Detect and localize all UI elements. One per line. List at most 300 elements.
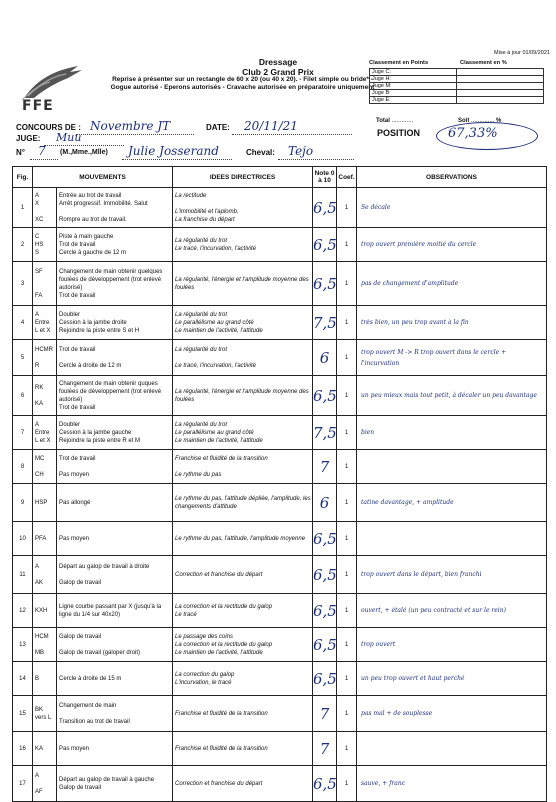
table-row — [13, 696, 547, 732]
coefficient — [337, 416, 357, 450]
coefficient-text: 1 — [344, 429, 349, 436]
observation-handwritten[interactable] — [357, 416, 547, 450]
movement-codes-text: BK vers L — [35, 706, 52, 721]
guiding-ideas-text: La régularité du trot Le tracé, l'incurvation, l'activité — [175, 346, 256, 369]
observation-handwritten[interactable] — [357, 732, 547, 766]
fig-number — [13, 376, 33, 416]
movement-codes — [33, 416, 57, 450]
fig-number-text: 6 — [20, 392, 25, 399]
guiding-ideas-text: La régularité du trot Le parallélisme au grand côté Le maintien de l'activité, l'attitude — [175, 311, 263, 334]
table-row — [13, 522, 547, 556]
table-row — [13, 732, 547, 766]
judge-e-label: Juge E: — [370, 97, 457, 104]
coefficient — [337, 522, 357, 556]
number-value[interactable]: 7 — [38, 144, 46, 158]
movement-description-text: Pas moyen — [59, 535, 90, 542]
coefficient-text: 1 — [344, 392, 349, 399]
movement-description-text: Galop de travail Galop de travail (galoper droit) — [59, 633, 141, 656]
observation-handwritten-text: pas mal + de souplesse — [361, 710, 433, 717]
juge-value[interactable]: Muu — [56, 131, 82, 144]
table-row — [13, 594, 547, 628]
note-value: 7 — [319, 704, 330, 723]
fig-number-text: 7 — [20, 429, 25, 436]
movement-description — [57, 306, 173, 340]
movement-description — [57, 556, 173, 594]
observation-handwritten-text: tatine davantage, + amplitude — [361, 499, 454, 506]
guiding-ideas-text: La correction du galop L'incurvation, le tracé — [175, 671, 235, 686]
movement-description — [57, 662, 173, 696]
classement-pct-header: Classement en % — [460, 60, 507, 66]
movement-description — [57, 450, 173, 484]
rider-line — [122, 158, 232, 160]
fig-number — [13, 340, 33, 376]
movement-description-text: Cercle à droite de 15 m — [59, 675, 122, 682]
coefficient — [337, 376, 357, 416]
coefficient — [337, 340, 357, 376]
observation-handwritten[interactable] — [357, 340, 547, 376]
test-rules-line2: Gogue autorisé - Eperons autorisés - Cravache autorisée en préparatoire uniquement — [110, 84, 375, 91]
fig-number-text: 10 — [19, 535, 26, 542]
coefficient — [337, 766, 357, 802]
table-row — [13, 376, 547, 416]
table-row — [13, 340, 547, 376]
coefficient — [337, 228, 357, 262]
guiding-ideas — [173, 228, 313, 262]
movement-description-text: Changement de main Transition au trot de travail — [59, 702, 130, 725]
fig-number-text: 12 — [19, 607, 26, 614]
coefficient — [337, 594, 357, 628]
fig-number — [13, 732, 33, 766]
number-line — [30, 158, 58, 160]
movement-description-text: Changement de main obtenir quques foulées de développement (trot enlevé autorisé) Trot de travail — [59, 380, 162, 411]
guiding-ideas — [173, 376, 313, 416]
table-row — [13, 628, 547, 662]
fig-number-text: 14 — [19, 675, 26, 682]
coefficient-text: 1 — [344, 535, 349, 542]
note-handwritten[interactable] — [313, 376, 337, 416]
guiding-ideas-text: Correction et franchise du départ — [175, 571, 263, 578]
movement-codes-text: RK KA — [35, 384, 44, 407]
observation-handwritten-text: trop ouvert M -> R trop ouvert dans le cercle + l'incurvation — [361, 348, 507, 367]
note-value: 6,5 — [313, 198, 337, 217]
movement-description-text: Trot de travail Cercle à droite de 12 m — [59, 346, 122, 369]
note-handwritten[interactable] — [313, 662, 337, 696]
observation-handwritten[interactable] — [357, 628, 547, 662]
coefficient-text: 1 — [344, 571, 349, 578]
judge-m-label: Juge M: — [370, 83, 457, 90]
guiding-ideas-text: Correction et franchise du départ — [175, 780, 263, 787]
movement-codes-text: A X XC — [35, 192, 44, 223]
fig-number-text: 16 — [19, 745, 26, 752]
guiding-ideas — [173, 556, 313, 594]
fig-number — [13, 306, 33, 340]
test-category: Dressage — [258, 57, 298, 67]
fig-number-text: 2 — [20, 241, 25, 248]
table-row — [13, 228, 547, 262]
concours-value[interactable]: Novembre JT — [90, 119, 171, 133]
fig-number-text: 1 — [20, 204, 25, 211]
table-row — [13, 484, 547, 522]
fig-number — [13, 262, 33, 306]
movement-codes — [33, 594, 57, 628]
fig-number-text: 3 — [20, 280, 25, 287]
coefficient — [337, 628, 357, 662]
coefficient — [337, 662, 357, 696]
movement-description — [57, 732, 173, 766]
classement-points-header: Classement en Points — [369, 60, 429, 66]
number-label: N° — [16, 148, 25, 157]
note-handwritten[interactable] — [313, 522, 337, 556]
fig-number — [13, 696, 33, 732]
movement-codes-text: PFA — [35, 535, 47, 542]
movement-codes-text: KA — [35, 745, 44, 752]
table-row — [13, 662, 547, 696]
horse-name[interactable]: Tejo — [288, 144, 314, 158]
movement-description — [57, 228, 173, 262]
movement-description-text: Pas allongé — [59, 499, 91, 506]
coefficient-text: 1 — [344, 745, 349, 752]
observation-handwritten[interactable] — [357, 662, 547, 696]
concours-label: CONCOURS DE : — [16, 123, 81, 132]
movement-codes — [33, 732, 57, 766]
fig-number-text: 17 — [19, 780, 26, 787]
note-value: 6,5 — [313, 601, 337, 620]
movement-codes — [33, 188, 57, 228]
movement-description — [57, 766, 173, 802]
coefficient-text: 1 — [344, 607, 349, 614]
guiding-ideas-text: La régularité, l'énergie et l'amplitude moyenne des foulées — [175, 388, 309, 403]
observation-handwritten[interactable] — [357, 450, 547, 484]
test-rules — [110, 76, 375, 92]
fig-number — [13, 228, 33, 262]
movement-description — [57, 340, 173, 376]
fig-number — [13, 766, 33, 802]
note-value: 6,5 — [313, 635, 337, 654]
movement-description — [57, 376, 173, 416]
coefficient — [337, 306, 357, 340]
header-note: Note 0 à 10 — [313, 167, 337, 188]
observation-handwritten-text: un peu mieux mais tout petit, à décaler un peu davantage — [361, 392, 537, 399]
movement-description-text: Ligne courbe passant par X (jusqu'à la ligne du 1/4 sur 40x20) — [59, 603, 162, 618]
judge-h-pct[interactable] — [457, 76, 544, 83]
coefficient — [337, 732, 357, 766]
movement-description — [57, 696, 173, 732]
note-handwritten[interactable] — [313, 732, 337, 766]
movement-description-text: Doubler Cession à la jambe gauche Rejoindre la piste entre R et M — [59, 421, 141, 444]
observation-handwritten[interactable] — [357, 556, 547, 594]
guiding-ideas — [173, 522, 313, 556]
judge-e-pct[interactable] — [457, 97, 544, 104]
note-handwritten[interactable] — [313, 416, 337, 450]
guiding-ideas — [173, 628, 313, 662]
fig-number — [13, 416, 33, 450]
fig-number — [13, 628, 33, 662]
movement-codes-text: B — [35, 675, 40, 682]
guiding-ideas — [173, 662, 313, 696]
note-value: 6,5 — [313, 565, 337, 584]
guiding-ideas-text: Franchise et fluidité de la transition — [175, 745, 268, 752]
guiding-ideas — [173, 696, 313, 732]
movement-codes — [33, 340, 57, 376]
rider-name[interactable]: Julie Josserand — [128, 144, 219, 158]
observation-handwritten-text: ouvert, + étalé (un peu contracté et sur le rein) — [361, 607, 506, 614]
coefficient — [337, 188, 357, 228]
observation-handwritten-text: trop ouvert première moitié du cercle — [361, 241, 477, 248]
guiding-ideas — [173, 450, 313, 484]
fig-number — [13, 556, 33, 594]
coefficient — [337, 484, 357, 522]
coefficient — [337, 450, 357, 484]
judge-b-label: Juge B: — [370, 90, 457, 97]
observation-handwritten[interactable] — [357, 228, 547, 262]
note-value: 6 — [319, 348, 330, 367]
note-handwritten[interactable] — [313, 228, 337, 262]
table-row — [13, 556, 547, 594]
guiding-ideas-text: Franchise et fluidité de la transition Le rythme du pas — [175, 455, 268, 478]
fig-number — [13, 484, 33, 522]
note-value: 6,5 — [313, 774, 337, 793]
coefficient-text: 1 — [344, 280, 349, 287]
observation-handwritten-text: sauve, + franc — [361, 780, 406, 787]
observation-handwritten-text: bien — [361, 429, 375, 436]
guiding-ideas — [173, 262, 313, 306]
note-handwritten[interactable] — [313, 628, 337, 662]
note-handwritten[interactable] — [313, 484, 337, 522]
judges-table — [369, 68, 544, 104]
guiding-ideas-text: La régularité, l'énergie et l'amplitude moyenne des foulées — [175, 276, 309, 291]
movement-codes — [33, 556, 57, 594]
observation-handwritten-text: un peu trop ouvert et haut perché — [361, 675, 465, 682]
observation-handwritten[interactable] — [357, 522, 547, 556]
guiding-ideas-text: La rectitude L'immobilité et l'aplomb. La franchise du départ — [175, 192, 239, 223]
coefficient-text: 1 — [344, 354, 349, 361]
header-idees: IDEES DIRECTRICES — [173, 167, 313, 188]
note-value: 6 — [319, 493, 330, 512]
guiding-ideas — [173, 732, 313, 766]
header-coef: Coef. — [337, 167, 357, 188]
concours-line — [76, 133, 194, 135]
total-label: Total ............. — [376, 118, 414, 124]
note-value: 6,5 — [313, 669, 337, 688]
movement-codes — [33, 450, 57, 484]
observation-handwritten-text: Se décale — [361, 204, 391, 211]
movement-codes-text: KXH — [35, 607, 48, 614]
fig-number-text: 8 — [20, 463, 25, 470]
movement-description — [57, 484, 173, 522]
movement-description — [57, 188, 173, 228]
note-handwritten[interactable] — [313, 188, 337, 228]
coefficient — [337, 262, 357, 306]
note-handwritten[interactable] — [313, 556, 337, 594]
header-observations: OBSERVATIONS — [357, 167, 547, 188]
movement-codes-text: HCM MB — [35, 633, 49, 656]
guiding-ideas-text: La régularité du trot Le tracé, l'incurvation, l'activité — [175, 237, 256, 252]
test-title: Club 2 Grand Prix — [242, 67, 314, 77]
observation-handwritten-text: trop ouvert — [361, 641, 396, 648]
note-value: 6,5 — [313, 529, 337, 548]
note-value: 6,5 — [313, 274, 337, 293]
fig-number — [13, 594, 33, 628]
fig-number — [13, 188, 33, 228]
observation-handwritten[interactable] — [357, 696, 547, 732]
note-value: 7 — [319, 457, 330, 476]
judge-c-label: Juge C: — [370, 69, 457, 76]
coefficient — [337, 696, 357, 732]
movement-description-text: Piste à main gauche Trot de travail Cercle à gauche de 12 m — [59, 233, 127, 256]
fig-number-text: 13 — [19, 641, 26, 648]
judge-m-pct[interactable] — [457, 83, 544, 90]
cheval-label: Cheval: — [246, 148, 275, 157]
guiding-ideas-text: La correction et la rectitude du galop Le tracé — [175, 603, 273, 618]
movement-codes — [33, 376, 57, 416]
movement-codes — [33, 662, 57, 696]
movement-codes — [33, 522, 57, 556]
guiding-ideas — [173, 594, 313, 628]
coefficient-text: 1 — [344, 241, 349, 248]
coefficient-text: 1 — [344, 675, 349, 682]
guiding-ideas-text: Le rythme du pas, l'attitude dépliée, l'amplitude, les changements d'attitude — [175, 495, 311, 510]
juge-line — [44, 144, 124, 146]
observation-handwritten-text: très bien, un peu trop avant à la fin — [361, 319, 469, 326]
movement-codes — [33, 228, 57, 262]
note-handwritten[interactable] — [313, 306, 337, 340]
table-row — [13, 262, 547, 306]
table-row — [13, 766, 547, 802]
fig-number — [13, 662, 33, 696]
movement-description — [57, 416, 173, 450]
note-value: 6,5 — [313, 386, 337, 405]
guiding-ideas — [173, 340, 313, 376]
fig-number — [13, 450, 33, 484]
movement-description-text: Trot de travail Pas moyen — [59, 455, 96, 478]
update-note: Mise à jour 01/09/2021 — [494, 50, 550, 56]
observation-handwritten[interactable] — [357, 484, 547, 522]
movement-description-text: Doubler Cession à la jambe droite Rejoindre la piste entre S et H — [59, 311, 140, 334]
movement-codes-text: C HS S — [35, 233, 44, 256]
juge-label: JUGE: — [16, 134, 41, 143]
note-value: 7,5 — [313, 313, 337, 332]
note-value: 7,5 — [313, 423, 337, 442]
guiding-ideas-text: Le rythme du pas, l'attitude, l'amplitude moyenne — [175, 535, 306, 542]
fig-number-text: 11 — [19, 571, 26, 578]
movement-description — [57, 628, 173, 662]
movement-codes-text: A AF — [35, 772, 43, 795]
movement-codes-text: SF FA — [35, 268, 43, 299]
coefficient-text: 1 — [344, 710, 349, 717]
guiding-ideas — [173, 766, 313, 802]
note-handwritten[interactable] — [313, 262, 337, 306]
score-handwritten: 67,33% — [448, 126, 498, 141]
note-value: 7 — [319, 739, 330, 758]
movement-description-text: Départ au galop de travail à gauche Galop de travail — [59, 776, 155, 791]
judge-h-label: Juge H: — [370, 76, 457, 83]
fig-number — [13, 522, 33, 556]
guiding-ideas-text: La régularité du trot Le parallélisme au grand côté Le maintien de l'activité, l'attitude — [175, 421, 263, 444]
date-value[interactable]: 20/11/21 — [244, 119, 298, 133]
fig-number-text: 4 — [20, 319, 25, 326]
coefficient-text: 1 — [344, 463, 349, 470]
movement-codes-text: MC CH — [35, 455, 45, 478]
fig-number-text: 5 — [20, 354, 25, 361]
observation-handwritten-text: trop ouvert dans le départ, bien franchi — [361, 571, 482, 578]
observation-handwritten[interactable] — [357, 306, 547, 340]
movement-codes — [33, 484, 57, 522]
coefficient-text: 1 — [344, 204, 349, 211]
header-mouvements: MOUVEMENTS — [33, 167, 173, 188]
civility-label: (M.,Mme.,Mlle) — [60, 149, 108, 156]
coefficient-text: 1 — [344, 641, 349, 648]
table-row — [13, 306, 547, 340]
movement-codes-text: A Entre L et X — [35, 421, 51, 444]
movement-codes — [33, 766, 57, 802]
guiding-ideas — [173, 484, 313, 522]
guiding-ideas — [173, 416, 313, 450]
coefficient-text: 1 — [344, 319, 349, 326]
movement-codes — [33, 696, 57, 732]
ffe-logo-text: FFE — [22, 98, 54, 114]
note-handwritten[interactable] — [313, 594, 337, 628]
observation-handwritten[interactable] — [357, 376, 547, 416]
fig-number-text: 15 — [19, 710, 26, 717]
position-label: POSITION — [377, 128, 421, 138]
note-handwritten[interactable] — [313, 340, 337, 376]
movement-codes-text: HCMR R — [35, 346, 53, 369]
guiding-ideas — [173, 306, 313, 340]
movement-description-text: Entrée au trot de travail Arrêt progressif. Immobilité. Salut Rompre au trot de travail. — [59, 192, 148, 223]
movement-description — [57, 594, 173, 628]
movement-codes — [33, 262, 57, 306]
observation-handwritten[interactable] — [357, 766, 547, 802]
header-fig: Fig. — [13, 167, 33, 188]
movement-codes — [33, 628, 57, 662]
table-row — [13, 450, 547, 484]
movement-description-text: Changement de main obtenir quelques foulées de développement (trot enlevé autorisé) Trot de travail — [59, 268, 163, 299]
table-row — [13, 188, 547, 228]
movement-codes — [33, 306, 57, 340]
coefficient-text: 1 — [344, 780, 349, 787]
judge-b-pct[interactable] — [457, 90, 544, 97]
note-handwritten[interactable] — [313, 766, 337, 802]
movement-codes-text: A Entre L et X — [35, 311, 51, 334]
coefficient-text: 1 — [344, 499, 349, 506]
cheval-line — [278, 158, 354, 160]
note-value: 6,5 — [313, 235, 337, 254]
judge-c-pct[interactable] — [457, 69, 544, 76]
movement-codes-text: HSP — [35, 499, 48, 506]
note-handwritten[interactable] — [313, 450, 337, 484]
observation-handwritten[interactable] — [357, 594, 547, 628]
fig-number-text: 9 — [20, 499, 25, 506]
movement-description — [57, 262, 173, 306]
observation-handwritten[interactable] — [357, 262, 547, 306]
observation-handwritten[interactable] — [357, 188, 547, 228]
note-handwritten[interactable] — [313, 696, 337, 732]
movement-description — [57, 522, 173, 556]
guiding-ideas-text: Franchise et fluidité de la transition — [175, 710, 268, 717]
movement-description-text: Départ au galop de travail à droite Galop de travail — [59, 563, 150, 586]
date-line — [232, 133, 352, 135]
coefficient — [337, 556, 357, 594]
score-table — [12, 166, 547, 802]
test-rules-line1: Reprise à présenter sur un rectangle de 60 x 20 (ou 40 x 20). - Filet simple ou bride* - — [112, 76, 373, 83]
soit-label: Soit .............. % — [458, 118, 502, 124]
movement-codes-text: A AK — [35, 563, 44, 586]
guiding-ideas-text: Le passage des coins La correction et la rectitude du galop Le maintien de l'activité, l'attitude — [175, 633, 273, 656]
date-label: DATE: — [206, 123, 230, 132]
observation-handwritten-text: pas de changement d'amplitude — [361, 280, 459, 287]
guiding-ideas — [173, 188, 313, 228]
movement-description-text: Pas moyen — [59, 745, 90, 752]
